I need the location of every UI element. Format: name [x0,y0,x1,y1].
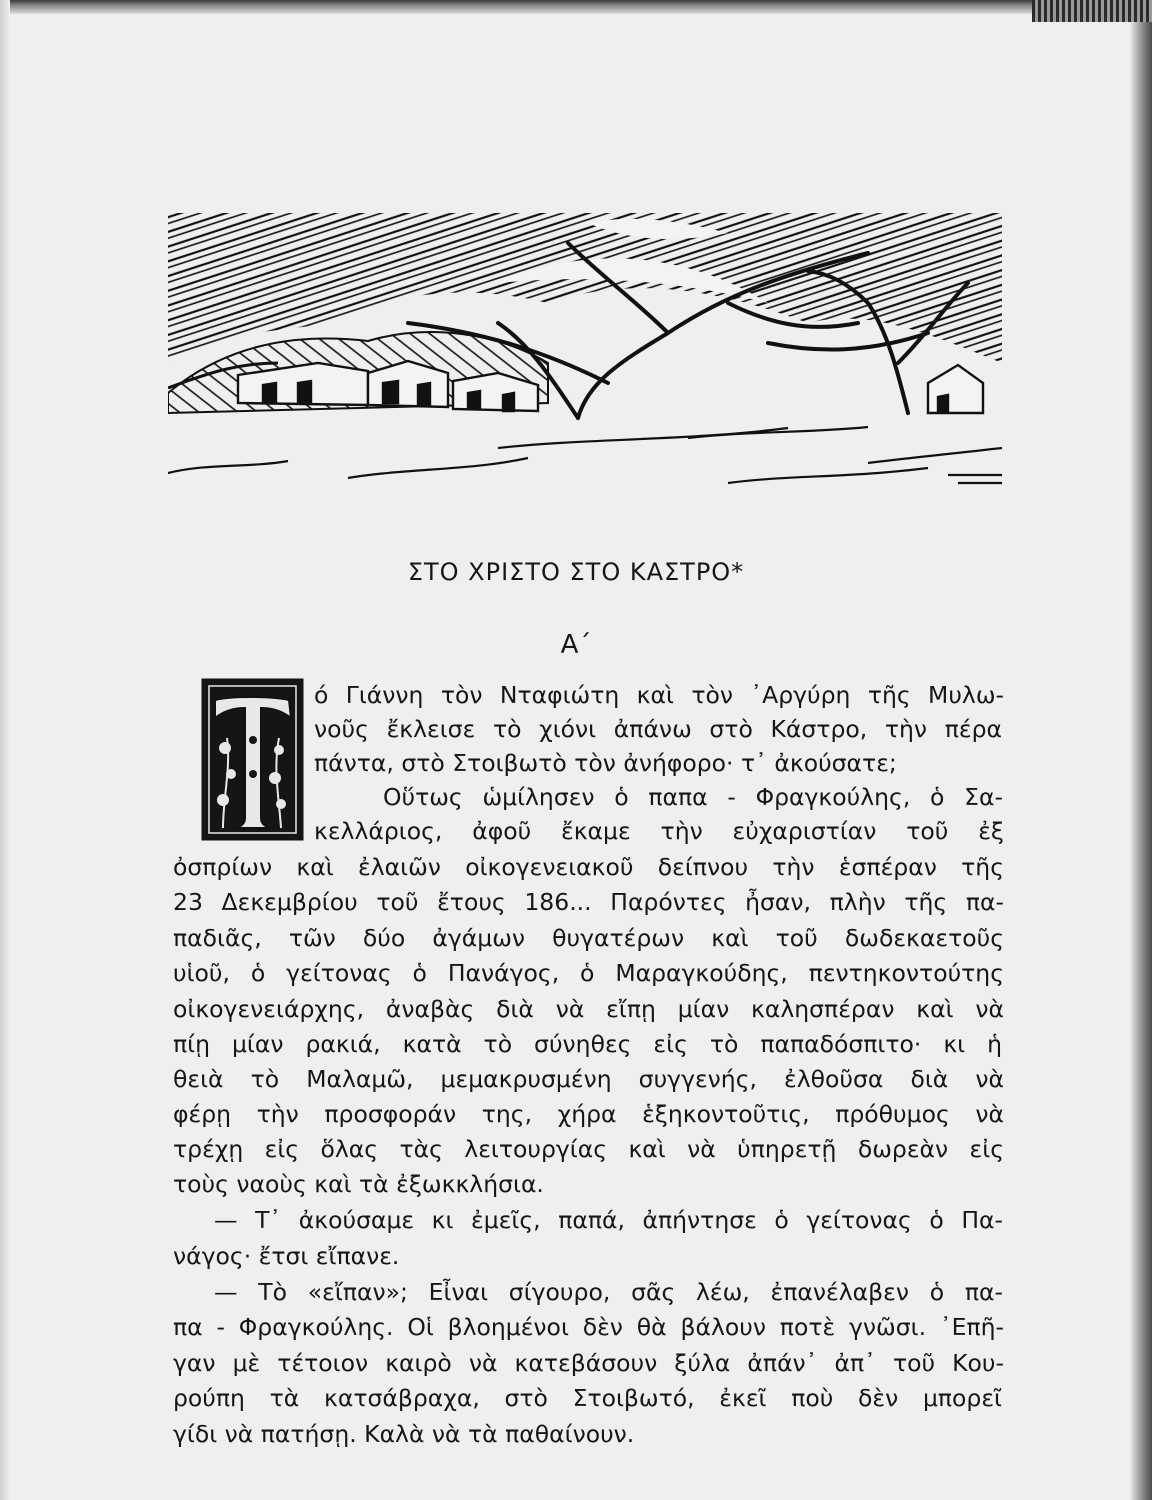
page-top-edge [0,0,1152,14]
text-line-21: ρούπη τὰ κατσάβραχα, στὸ Στοιβωτό, ἐκεῖ ποὺ δὲν μπορεῖ [173,1384,1002,1412]
winter-village-landscape-drawing [168,213,1002,495]
text-line-8: παδιᾶς, τῶν δύο ἀγάμων θυγατέρων καὶ τοῦ δωδεκαετοῦς [173,924,1004,952]
page-left-shadow [0,0,10,1500]
text-line-4: Οὕτως ὡμίλησεν ὁ παπα - Φραγκούλης, ὁ Σα- [383,783,1003,811]
text-line-7: 23 Δεκεμβρίου τοῦ ἔτους 186... Παρόντες ἦσαν, πλὴν τῆς πα- [173,888,1004,916]
text-line-13: φέρῃ τὴν προσφοράν της, χήρα ἑξηκοντοῦτις, πρόθυμος νὰ [173,1100,1004,1128]
text-line-14: τρέχῃ εἰς ὅλας τὰς λειτουργίας καὶ νὰ ὑπηρετῇ δωρεὰν εἰς [173,1135,1004,1163]
page-title: ΣΤΟ ΧΡΙΣΤΟ ΣΤΟ ΚΑΣΤΡΟ* [407,558,745,586]
text-line-6: ὀσπρίων καὶ ἐλαιῶν οἰκογενειακοῦ δείπνου τὴν ἑσπέραν τῆς [173,853,1004,881]
text-line-11: πίῃ μίαν ρακιά, κατὰ τὸ σύνηθες εἰς τὸ παπαδόσπιτο· κι ἡ [173,1030,1002,1058]
text-line-12: θειὰ τὸ Μαλαμῶ, μεμακρυσμένη συγγενής, ἐλθοῦσα διὰ νὰ [173,1065,1004,1093]
book-spine-edge [1032,0,1152,22]
text-line-3: πάντα, στὸ Στοιβωτὸ τὸν ἀνήφορο· τ᾿ ἀκούσατε; [314,749,897,777]
text-line-19: πα - Φραγκούλης. Οἱ βλοημένοι δὲν θὰ βάλουν ποτὲ γνῶσι. ᾿Επῆ- [173,1313,1004,1341]
text-line-1: ό Γιάννη τὸν Νταφιώτη καὶ τὸν ᾿Αργύρη τῆς Μυλω- [314,681,1004,709]
text-line-2: νοῦς ἔκλεισε τὸ χιόνι ἀπάνω στὸ Κάστρο, τὴν πέρα [314,715,1002,743]
text-line-15: τοὺς ναοὺς καὶ τὰ ἐξωκκλήσια. [173,1170,544,1198]
text-line-20: γαν μὲ τέτοιον καιρὸ νὰ κατεβάσουν ξύλα ἀπάν᾿ ἀπ᾿ τοῦ Κου- [173,1349,1004,1377]
text-line-16: — Τ᾿ ἀκούσαμε κι ἐμεῖς, παπά, ἀπήντησε ὁ γείτονας ὁ Πα- [214,1206,1003,1234]
chapter-number: Α΄ [560,630,592,660]
text-line-17: νάγος· ἔτσι εἴπανε. [173,1242,400,1270]
text-line-18: — Τὸ «εἴπαν»; Εἶναι σίγουρο, σᾶς λέω, ἐπανέλαβεν ὁ πα- [214,1278,1003,1306]
text-line-10: οἰκογενειάρχης, ἀναβὰς διὰ νὰ εἴπῃ μίαν καλησπέραν καὶ νὰ [173,995,1004,1023]
text-line-5: κελλάριος, ἀφοῦ ἔκαμε τὴν εὐχαριστίαν τοῦ ἐξ [314,817,1004,845]
text-line-9: υἱοῦ, ὁ γείτονας ὁ Πανάγος, ὁ Μαραγκούδης, πεντηκοντούτης [173,959,1004,987]
page-right-edge [1130,0,1152,1500]
text-line-22: γίδι νὰ πατήσῃ. Καλὰ νὰ τὰ παθαίνουν. [173,1420,635,1448]
ornamental-drop-cap-T [201,678,304,841]
